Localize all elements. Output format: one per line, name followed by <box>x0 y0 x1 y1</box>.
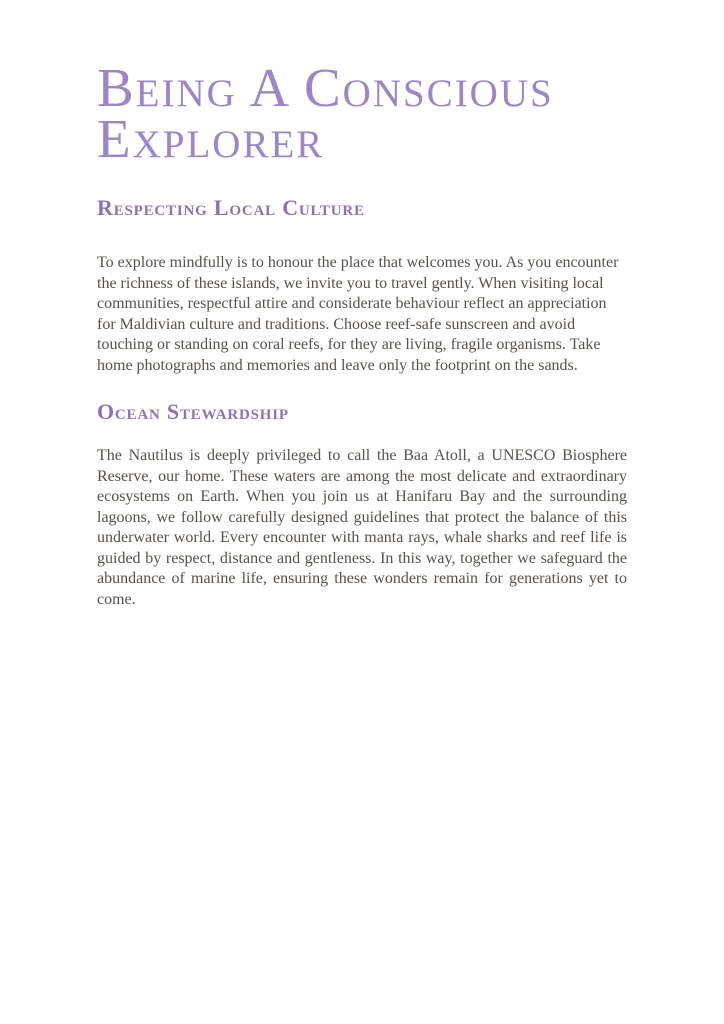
section-heading-respecting-local-culture: Respecting Local Culture <box>97 195 365 220</box>
section-heading-ocean-stewardship: Ocean Stewardship <box>97 399 289 424</box>
page-title: Being A Conscious Explorer <box>97 57 554 169</box>
paragraph-ocean-stewardship: The Nautilus is deeply privileged to call the Baa Atoll, a UNESCO Biosphere Reserve, our home. These waters are among the most delicate and extraordinary ecosystems on Earth. When you join us at Hanifaru Bay and the surrounding lagoons, we follow carefully designed guidelines that protect the balance of this underwater world. Every encounter with manta rays, whale sharks and reef life is guided by respect, distance and gentleness. In this way, together we safeguard the abundance of marine life, ensuring these wonders remain for generations yet to come. <box>97 447 627 608</box>
paragraph-respecting-local-culture: To explore mindfully is to honour the place that welcomes you. As you encounter the richness of these islands, we invite you to travel gently. When visiting local communities, respectful attire and considerate behaviour reflect an appreciation for Maldivian culture and traditions. Choose reef-safe sunscreen and avoid touching or standing on coral reefs, for they are living, fragile organisms. Take home photographs and memories and leave only the footprint on the sands. <box>97 254 619 374</box>
